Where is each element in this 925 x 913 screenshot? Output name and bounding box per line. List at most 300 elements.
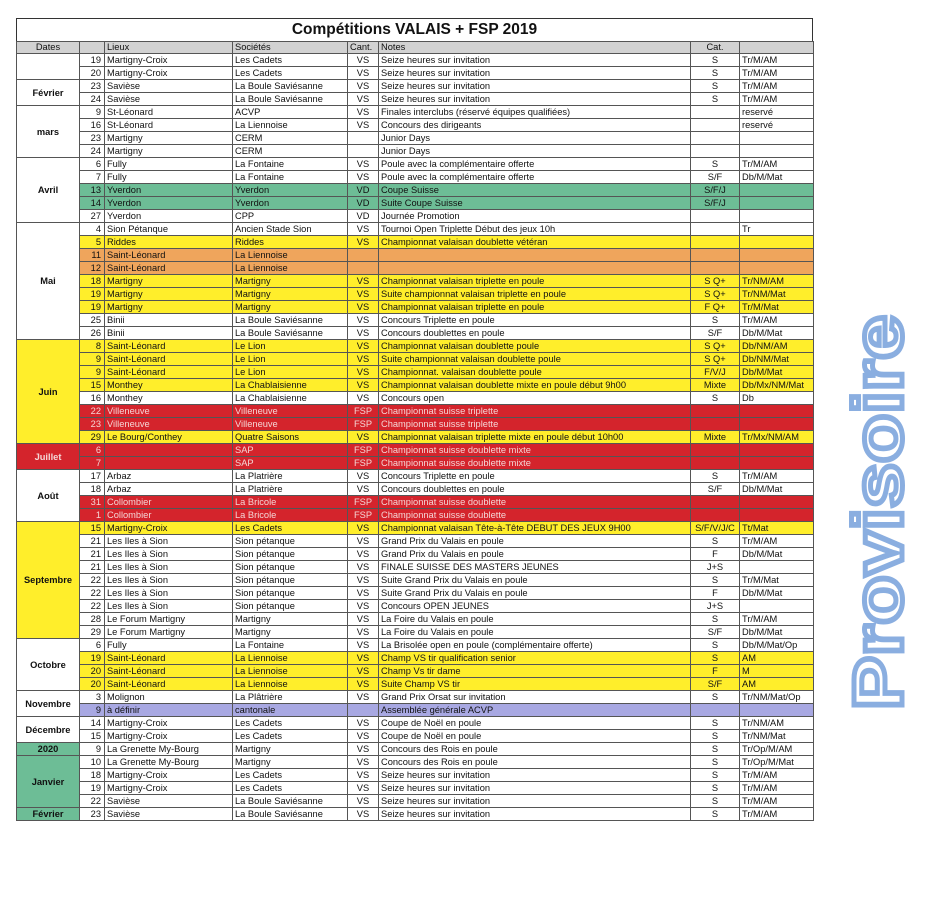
lieu-cell: Savièse [105, 795, 233, 808]
month-cell: Novembre [17, 691, 80, 717]
notes-cell [379, 262, 691, 275]
cat-cell: F [691, 665, 740, 678]
table-row [17, 808, 814, 821]
lieu-cell: Le Forum Martigny [105, 626, 233, 639]
notes-cell: Seize heures sur invitation [379, 67, 691, 80]
lieu-cell: Saint-Léonard [105, 262, 233, 275]
societe-cell: La Liennoise [233, 652, 348, 665]
societe-cell: La Boule Saviésanne [233, 80, 348, 93]
notes-cell: Concours des Rois en poule [379, 743, 691, 756]
lieu-cell: Martigny-Croix [105, 67, 233, 80]
cat-cell: S/F [691, 171, 740, 184]
table-row [17, 522, 814, 535]
day-cell: 6 [80, 444, 105, 457]
cant-cell: VS [348, 171, 379, 184]
cat-detail-cell [740, 509, 814, 522]
cant-cell: VS [348, 613, 379, 626]
cat-detail-cell [740, 418, 814, 431]
lieu-cell: Villeneuve [105, 405, 233, 418]
table-row [17, 54, 814, 67]
day-cell: 28 [80, 613, 105, 626]
table-row [17, 340, 814, 353]
cat-detail-cell: AM [740, 678, 814, 691]
cat-detail-cell: Db/M/Mat [740, 483, 814, 496]
cat-detail-cell [740, 145, 814, 158]
lieu-cell [105, 457, 233, 470]
cat-cell: S [691, 80, 740, 93]
cant-cell: VS [348, 366, 379, 379]
day-cell: 4 [80, 223, 105, 236]
cant-cell: VS [348, 808, 379, 821]
societe-cell: Sion pétanque [233, 574, 348, 587]
watermark-text: Provisoire [839, 367, 917, 710]
cat-detail-cell: Tr/Op/M/AM [740, 743, 814, 756]
notes-cell: Championnat suisse triplette [379, 418, 691, 431]
cat-detail-cell [740, 249, 814, 262]
table-row [17, 301, 814, 314]
cat-cell [691, 119, 740, 132]
day-cell: 29 [80, 626, 105, 639]
day-cell: 9 [80, 353, 105, 366]
lieu-cell [105, 444, 233, 457]
lieu-cell: Martigny-Croix [105, 522, 233, 535]
cant-cell [348, 262, 379, 275]
day-cell: 21 [80, 548, 105, 561]
day-cell: 9 [80, 704, 105, 717]
lieu-cell: Riddes [105, 236, 233, 249]
societe-cell: Sion pétanque [233, 600, 348, 613]
notes-cell: Seize heures sur invitation [379, 808, 691, 821]
cat-cell: S [691, 535, 740, 548]
cat-cell: S Q+ [691, 275, 740, 288]
cat-cell: S Q+ [691, 288, 740, 301]
table-row [17, 548, 814, 561]
cat-cell: Mixte [691, 431, 740, 444]
table-row [17, 353, 814, 366]
societe-cell: CERM [233, 145, 348, 158]
lieu-cell: Martigny-Croix [105, 717, 233, 730]
day-cell: 17 [80, 470, 105, 483]
cat-cell: S [691, 808, 740, 821]
cat-detail-cell: Tr/M/AM [740, 613, 814, 626]
cat-detail-cell [740, 561, 814, 574]
cant-cell: VS [348, 392, 379, 405]
cat-detail-cell: reservé [740, 106, 814, 119]
cant-cell: VS [348, 743, 379, 756]
notes-cell: Seize heures sur invitation [379, 54, 691, 67]
lieu-cell: Arbaz [105, 483, 233, 496]
lieu-cell: Savièse [105, 93, 233, 106]
lieu-cell: Villeneuve [105, 418, 233, 431]
lieu-cell: à définir [105, 704, 233, 717]
cat-detail-cell: Tr/M/AM [740, 93, 814, 106]
cant-cell: VS [348, 340, 379, 353]
cant-cell: VS [348, 652, 379, 665]
societe-cell: La Liennoise [233, 678, 348, 691]
header-lieux: Lieux [105, 42, 233, 54]
table-row [17, 158, 814, 171]
notes-cell: Suite Grand Prix du Valais en poule [379, 574, 691, 587]
societe-cell: La Liennoise [233, 262, 348, 275]
notes-cell: Suite championnat valaisan triplette en poule [379, 288, 691, 301]
notes-cell: Grand Prix du Valais en poule [379, 535, 691, 548]
day-cell: 1 [80, 509, 105, 522]
societe-cell: Martigny [233, 288, 348, 301]
header-row [17, 42, 814, 54]
table-row [17, 366, 814, 379]
header-cant: Cant. [348, 42, 379, 54]
notes-cell: Tournoi Open Triplette Début des jeux 10h [379, 223, 691, 236]
table-row [17, 587, 814, 600]
notes-cell: Suite Champ VS tir [379, 678, 691, 691]
cat-detail-cell: Db/M/Mat [740, 587, 814, 600]
table-row [17, 119, 814, 132]
lieu-cell: Les Iles à Sion [105, 561, 233, 574]
cat-cell: S [691, 769, 740, 782]
day-cell: 15 [80, 522, 105, 535]
cat-detail-cell [740, 444, 814, 457]
header-dates: Dates [17, 42, 80, 54]
day-cell: 6 [80, 158, 105, 171]
cat-detail-cell [740, 184, 814, 197]
cant-cell: VS [348, 106, 379, 119]
cat-detail-cell: Db/M/Mat/Op [740, 639, 814, 652]
cat-detail-cell: Tr/M/AM [740, 795, 814, 808]
notes-cell: Grand Prix du Valais en poule [379, 548, 691, 561]
competition-table [16, 41, 814, 821]
cat-cell: S [691, 743, 740, 756]
societe-cell: Yverdon [233, 184, 348, 197]
societe-cell: La Fontaine [233, 171, 348, 184]
month-cell: Septembre [17, 522, 80, 639]
day-cell: 19 [80, 782, 105, 795]
lieu-cell: Yverdon [105, 184, 233, 197]
day-cell: 25 [80, 314, 105, 327]
table-row [17, 132, 814, 145]
day-cell: 22 [80, 574, 105, 587]
cant-cell: VS [348, 730, 379, 743]
day-cell: 7 [80, 171, 105, 184]
cant-cell: VS [348, 301, 379, 314]
notes-cell: Championnat suisse doublette mixte [379, 444, 691, 457]
societe-cell: La Fontaine [233, 158, 348, 171]
cat-cell: S [691, 93, 740, 106]
cat-cell: S/F [691, 626, 740, 639]
lieu-cell: Binii [105, 327, 233, 340]
table-row [17, 106, 814, 119]
cat-cell [691, 106, 740, 119]
cant-cell: VD [348, 184, 379, 197]
notes-cell: Championnat valaisan Tête-à-Tête DEBUT DES JEUX 9H00 [379, 522, 691, 535]
month-cell: mars [17, 106, 80, 158]
cat-detail-cell [740, 197, 814, 210]
cat-cell: S/F [691, 678, 740, 691]
cat-cell [691, 509, 740, 522]
notes-cell: Concours des Rois en poule [379, 756, 691, 769]
cat-cell: S/F [691, 327, 740, 340]
notes-cell: Championnat. valaisan doublette poule [379, 366, 691, 379]
societe-cell: Martigny [233, 613, 348, 626]
table-row [17, 483, 814, 496]
table-row [17, 613, 814, 626]
notes-cell: Coupe de Noël en poule [379, 730, 691, 743]
societe-cell: Quatre Saisons [233, 431, 348, 444]
cat-detail-cell: Tr/M/AM [740, 782, 814, 795]
notes-cell: Suite Grand Prix du Valais en poule [379, 587, 691, 600]
table-row [17, 80, 814, 93]
cat-detail-cell: Tr/Op/M/Mat [740, 756, 814, 769]
day-cell: 15 [80, 730, 105, 743]
table-row [17, 171, 814, 184]
cant-cell [348, 145, 379, 158]
cant-cell: VS [348, 574, 379, 587]
cat-detail-cell: Tr/M/Mat [740, 574, 814, 587]
cat-cell: S [691, 574, 740, 587]
societe-cell: Sion pétanque [233, 561, 348, 574]
cant-cell [348, 132, 379, 145]
day-cell: 24 [80, 93, 105, 106]
month-cell: Janvier [17, 756, 80, 808]
day-cell: 23 [80, 132, 105, 145]
societe-cell: cantonale [233, 704, 348, 717]
notes-cell: Championnat valaisan doublette poule [379, 340, 691, 353]
societe-cell: La Bricole [233, 509, 348, 522]
cat-detail-cell: AM [740, 652, 814, 665]
cant-cell: FSP [348, 418, 379, 431]
day-cell: 9 [80, 743, 105, 756]
cat-detail-cell [740, 210, 814, 223]
cant-cell: VS [348, 67, 379, 80]
table-row [17, 288, 814, 301]
cat-cell [691, 145, 740, 158]
cat-cell [691, 457, 740, 470]
societe-cell: La Fontaine [233, 639, 348, 652]
notes-cell: Journée Promotion [379, 210, 691, 223]
notes-cell: Assemblée générale ACVP [379, 704, 691, 717]
societe-cell: La Bricole [233, 496, 348, 509]
cat-detail-cell: Tr/M/AM [740, 67, 814, 80]
cant-cell: VS [348, 769, 379, 782]
lieu-cell: Les Iles à Sion [105, 600, 233, 613]
notes-cell: Championnat suisse triplette [379, 405, 691, 418]
lieu-cell: Yverdon [105, 197, 233, 210]
cat-detail-cell: Db/M/Mat [740, 366, 814, 379]
table-row [17, 210, 814, 223]
societe-cell: Les Cadets [233, 730, 348, 743]
societe-cell: La Boule Saviésanne [233, 795, 348, 808]
notes-cell: Finales interclubs (réservé équipes qualifiées) [379, 106, 691, 119]
table-row [17, 184, 814, 197]
table-row [17, 795, 814, 808]
cant-cell: VS [348, 665, 379, 678]
lieu-cell: Saint-Léonard [105, 652, 233, 665]
cat-cell [691, 405, 740, 418]
lieu-cell: Le Forum Martigny [105, 613, 233, 626]
notes-cell: Concours OPEN JEUNES [379, 600, 691, 613]
table-row [17, 249, 814, 262]
table-row [17, 652, 814, 665]
cat-detail-cell: Tr/M/Mat [740, 301, 814, 314]
day-cell: 22 [80, 795, 105, 808]
day-cell: 5 [80, 236, 105, 249]
cant-cell: VS [348, 483, 379, 496]
lieu-cell: Les Iles à Sion [105, 587, 233, 600]
societe-cell: Martigny [233, 275, 348, 288]
notes-cell: Champ VS tir qualification senior [379, 652, 691, 665]
cat-detail-cell [740, 457, 814, 470]
day-cell: 19 [80, 54, 105, 67]
day-cell: 13 [80, 184, 105, 197]
cat-cell: S/F/J [691, 197, 740, 210]
header-cat: Cat. [691, 42, 740, 54]
table-row [17, 782, 814, 795]
societe-cell: La Boule Saviésanne [233, 314, 348, 327]
societe-cell: La Boule Saviésanne [233, 808, 348, 821]
cat-detail-cell: Tr/NM/Mat/Op [740, 691, 814, 704]
table-row [17, 470, 814, 483]
societe-cell: Riddes [233, 236, 348, 249]
cat-cell: S [691, 613, 740, 626]
lieu-cell: Monthey [105, 379, 233, 392]
day-cell: 15 [80, 379, 105, 392]
day-cell: 14 [80, 717, 105, 730]
cant-cell: VS [348, 379, 379, 392]
header-notes: Notes [379, 42, 691, 54]
day-cell: 10 [80, 756, 105, 769]
cant-cell: VS [348, 678, 379, 691]
cat-cell [691, 444, 740, 457]
notes-cell: Concours Triplette en poule [379, 314, 691, 327]
cant-cell: VS [348, 158, 379, 171]
notes-cell: Coupe Suisse [379, 184, 691, 197]
table-row [17, 509, 814, 522]
cat-detail-cell: Db/NM/Mat [740, 353, 814, 366]
cant-cell: VS [348, 535, 379, 548]
cat-cell: S/F [691, 483, 740, 496]
cat-cell: S [691, 691, 740, 704]
cat-detail-cell: M [740, 665, 814, 678]
societe-cell: Martigny [233, 626, 348, 639]
notes-cell: Poule avec la complémentaire offerte [379, 171, 691, 184]
cat-cell [691, 223, 740, 236]
cant-cell: VS [348, 223, 379, 236]
table-row [17, 717, 814, 730]
lieu-cell: Martigny-Croix [105, 769, 233, 782]
cat-detail-cell [740, 496, 814, 509]
lieu-cell: Martigny-Croix [105, 782, 233, 795]
cat-cell: S [691, 158, 740, 171]
cat-detail-cell: Tr [740, 223, 814, 236]
societe-cell: La Chablaisienne [233, 392, 348, 405]
societe-cell: Villeneuve [233, 418, 348, 431]
day-cell: 23 [80, 80, 105, 93]
cant-cell: VD [348, 210, 379, 223]
table-row [17, 275, 814, 288]
table-row [17, 535, 814, 548]
societe-cell: La Chablaisienne [233, 379, 348, 392]
day-cell: 18 [80, 275, 105, 288]
notes-cell: La Brisolée open en poule (complémentaire offerte) [379, 639, 691, 652]
societe-cell: SAP [233, 457, 348, 470]
cant-cell: FSP [348, 444, 379, 457]
notes-cell: Concours Triplette en poule [379, 470, 691, 483]
table-row [17, 145, 814, 158]
table-row [17, 327, 814, 340]
table-row [17, 379, 814, 392]
societe-cell: Les Cadets [233, 717, 348, 730]
notes-cell: Championnat valaisan triplette mixte en poule début 10h00 [379, 431, 691, 444]
lieu-cell: Monthey [105, 392, 233, 405]
cat-cell: S/F/V/J/C [691, 522, 740, 535]
day-cell: 7 [80, 457, 105, 470]
cat-cell: S [691, 795, 740, 808]
lieu-cell: La Grenette My-Bourg [105, 743, 233, 756]
cat-detail-cell: Tr/M/AM [740, 158, 814, 171]
cant-cell [348, 704, 379, 717]
societe-cell: Martigny [233, 743, 348, 756]
notes-cell: La Foire du Valais en poule [379, 626, 691, 639]
societe-cell: Martigny [233, 756, 348, 769]
notes-cell: Seize heures sur invitation [379, 80, 691, 93]
notes-cell: Seize heures sur invitation [379, 93, 691, 106]
cat-detail-cell [740, 704, 814, 717]
table-row [17, 626, 814, 639]
notes-cell: Champ Vs tir dame [379, 665, 691, 678]
cat-detail-cell: Tr/M/AM [740, 769, 814, 782]
cant-cell: VS [348, 288, 379, 301]
cat-cell: S [691, 54, 740, 67]
cat-detail-cell: Tr/NM/AM [740, 717, 814, 730]
lieu-cell: Fully [105, 158, 233, 171]
lieu-cell: Martigny [105, 301, 233, 314]
notes-cell: Concours doublettes en poule [379, 483, 691, 496]
notes-cell: Grand Prix Orsat sur invitation [379, 691, 691, 704]
lieu-cell: Sion Pétanque [105, 223, 233, 236]
cat-detail-cell: Tr/M/AM [740, 314, 814, 327]
month-cell [17, 54, 80, 80]
cat-detail-cell: Tr/M/AM [740, 535, 814, 548]
competition-sheet [16, 18, 813, 821]
cat-cell [691, 262, 740, 275]
cat-cell: S [691, 730, 740, 743]
notes-cell: Seize heures sur invitation [379, 769, 691, 782]
cant-cell: FSP [348, 509, 379, 522]
cant-cell: VS [348, 795, 379, 808]
table-row [17, 392, 814, 405]
header-cat-detail [740, 42, 814, 54]
societe-cell: La Liennoise [233, 119, 348, 132]
cat-cell: S Q+ [691, 340, 740, 353]
cant-cell: VS [348, 327, 379, 340]
notes-cell: Junior Days [379, 145, 691, 158]
month-cell: Août [17, 470, 80, 522]
cat-detail-cell: Tt/Mat [740, 522, 814, 535]
cat-detail-cell: Tr/M/AM [740, 470, 814, 483]
lieu-cell: Fully [105, 639, 233, 652]
lieu-cell: Martigny [105, 275, 233, 288]
table-row [17, 457, 814, 470]
societe-cell: Les Cadets [233, 522, 348, 535]
day-cell: 21 [80, 561, 105, 574]
cat-detail-cell: Db/Mx/NM/Mat [740, 379, 814, 392]
cat-cell [691, 210, 740, 223]
cat-cell: S [691, 67, 740, 80]
table-row [17, 67, 814, 80]
notes-cell: Championnat suisse doublette [379, 496, 691, 509]
cant-cell: VS [348, 587, 379, 600]
cat-detail-cell: Db/M/Mat [740, 327, 814, 340]
cant-cell: VS [348, 275, 379, 288]
